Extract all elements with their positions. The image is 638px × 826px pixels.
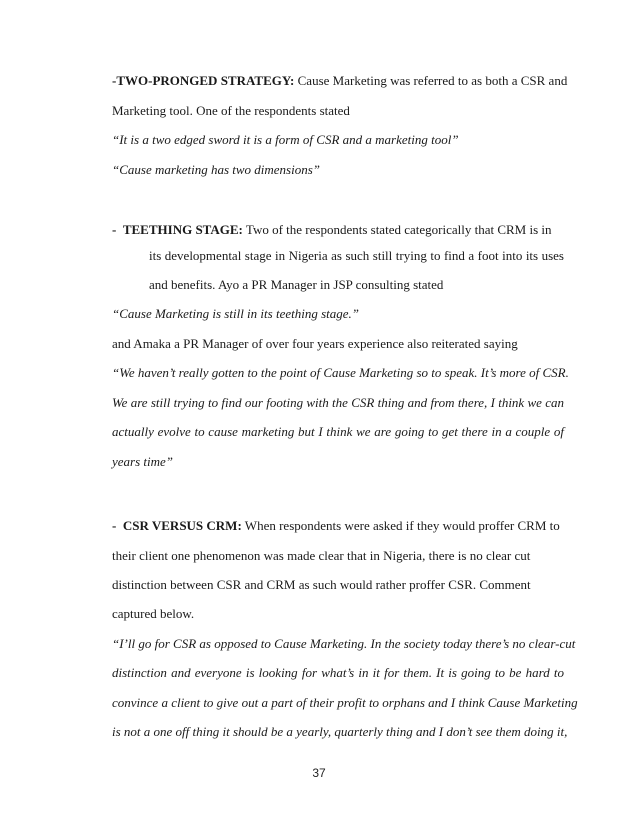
two-pronged-quote-1: “It is a two edged sword it is a form of CSR and a marketing tool”	[112, 132, 459, 147]
teething-dash: -	[112, 222, 117, 237]
teething-quote-2-line-2: We are still trying to find our footing with the CSR thing and from there, I think we can	[112, 395, 564, 410]
page-number: 37	[312, 766, 326, 780]
teething-quote-2-line-3: actually evolve to cause marketing but I think we are going to get there in a couple of	[112, 424, 564, 439]
teething-line-4: and Amaka a PR Manager of over four years experience also reiterated saying	[112, 336, 518, 351]
teething-quote-2-line-1: “We haven’t really gotten to the point of Cause Marketing so to speak. It’s more of CSR.	[112, 365, 569, 380]
two-pronged-line-2: Marketing tool. One of the respondents stated	[112, 103, 350, 118]
teething-heading: TEETHING STAGE:	[122, 222, 243, 237]
teething-line-1	[112, 222, 552, 238]
csr-crm-line-1	[112, 518, 560, 534]
csr-crm-quote-line-4: is not a one off thing it should be a yearly, quarterly thing and I don’t see them doing it,	[112, 724, 568, 739]
teething-line-2: its developmental stage in Nigeria as such still trying to find a foot into its uses	[149, 248, 564, 263]
two-pronged-heading: -TWO-PRONGED STRATEGY:	[112, 73, 295, 88]
two-pronged-quote-2: “Cause marketing has two dimensions”	[112, 162, 321, 177]
two-pronged-text-1: Cause Marketing was referred to as both a CSR and	[294, 73, 568, 88]
teething-line-3: and benefits. Ayo a PR Manager in JSP consulting stated	[149, 277, 444, 292]
two-pronged-line-1	[112, 73, 567, 89]
csr-crm-quote-line-1: “I’ll go for CSR as opposed to Cause Marketing. In the society today there’s no clear-cut	[112, 636, 576, 651]
csr-crm-line-2: their client one phenomenon was made clear that in Nigeria, there is no clear cut	[112, 548, 531, 563]
csr-crm-dash: -	[112, 518, 117, 533]
teething-quote-2-line-4: years time”	[112, 454, 174, 469]
csr-crm-text-1: When respondents were asked if they would proffer CRM to	[241, 518, 560, 533]
csr-crm-line-3: distinction between CSR and CRM as such would rather proffer CSR. Comment	[112, 577, 531, 592]
teething-quote-1: “Cause Marketing is still in its teething stage.”	[112, 306, 359, 321]
csr-crm-line-4: captured below.	[112, 606, 195, 621]
csr-crm-quote-line-3: convince a client to give out a part of their profit to orphans and I think Cause Marketing	[112, 695, 578, 710]
csr-crm-heading: CSR VERSUS CRM:	[122, 518, 242, 533]
csr-crm-quote-line-2: distinction and everyone is looking for what’s in it for them. It is going to be hard to	[112, 665, 564, 680]
teething-text-1: Two of the respondents stated categorically that CRM is in	[242, 222, 552, 237]
